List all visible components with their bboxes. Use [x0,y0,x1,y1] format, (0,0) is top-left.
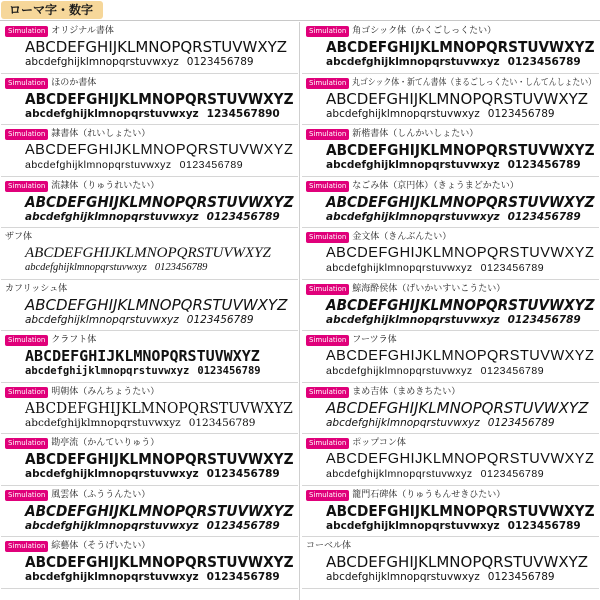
simulation-badge: Simulation [306,387,349,398]
font-title-row [306,284,505,295]
uppercase-sample: ABCDEFGHIJKLMNOPQRSTUVWXYZ [326,141,595,159]
lowercase-digit-row [25,571,280,583]
lowercase-sample: abcdefghijklmnopqrstuvwxyz [326,159,500,171]
lowercase-digit-row [326,314,581,326]
font-name: ザフ体 [5,232,33,242]
font-title-row [306,78,599,89]
digits-sample: 0123456789 [206,519,280,532]
font-title-row [5,541,150,552]
simulation-badge: Simulation [5,129,48,140]
simulation-badge: Simulation [306,490,349,501]
font-name: フーツラ体 [352,335,397,345]
font-name: 流隷体（りゅうれいたい） [51,180,160,191]
uppercase-sample: ABCDEFGHIJKLMNOPQRSTUVWXYZ [326,553,589,571]
font-title-row [5,129,150,140]
lowercase-sample: abcdefghijklmnopqrstuvwxyz [25,365,190,377]
lowercase-digit-row [25,520,280,532]
font-name: クラフト体 [51,335,97,345]
simulation-badge: Simulation [306,232,349,243]
uppercase-sample: ABCDEFGHIJKLMNOPQRSTUVWXYZ [326,244,595,261]
lowercase-sample: abcdefghijklmnopqrstuvwxyz [25,56,179,68]
simulation-badge: Simulation [306,438,349,449]
font-list-left [1,22,298,589]
font-sample-cell [302,280,599,332]
simulation-badge: Simulation [5,335,48,346]
lowercase-digit-row [25,417,256,429]
lowercase-digit-row [326,417,555,429]
lowercase-digit-row [25,262,207,274]
font-name: 風雲体（ふううんたい） [51,489,151,500]
simulation-badge: Simulation [306,129,349,140]
font-title-row [5,232,32,243]
digits-sample: 0123456789 [480,365,545,377]
font-title-row [5,490,150,501]
digits-sample: 0123456789 [480,262,545,274]
lowercase-sample: abcdefghijklmnopqrstuvwxyz [326,365,473,377]
font-name: 明朝体（みんちょうたい） [51,386,160,397]
font-title-row [306,26,496,37]
lowercase-digit-row [326,262,544,274]
lowercase-digit-row [25,365,261,377]
header-divider [0,20,600,21]
font-sample-cell [302,22,599,74]
section-header-tag [1,1,103,19]
simulation-badge: Simulation [306,284,349,295]
uppercase-sample: ABCDEFGHIJKLMNOPQRSTUVWXYZ [326,89,589,108]
digits-sample: 0123456789 [197,365,261,377]
lowercase-sample: abcdefghijklmnopqrstuvwxyz [25,107,199,120]
column-divider [299,22,300,600]
lowercase-digit-row [326,108,555,120]
simulation-badge: Simulation [5,541,48,552]
lowercase-sample: abcdefghijklmnopqrstuvwxyz [326,262,473,274]
lowercase-digit-row [25,56,254,68]
simulation-badge: Simulation [5,490,48,501]
font-sample-cell [1,125,298,177]
font-sample-cell [1,228,298,280]
lowercase-digit-row [326,56,581,68]
digits-sample: 0123456789 [507,519,581,532]
lowercase-sample: abcdefghijklmnopqrstuvwxyz [25,519,199,532]
digits-sample: 0123456789 [507,313,581,326]
uppercase-sample: ABCDEFGHIJKLMNOPQRSTUVWXYZ [25,398,293,417]
font-title-row [306,181,519,192]
lowercase-digit-row [326,468,544,480]
uppercase-sample: ABCDEFGHIJKLMNOPQRSTUVWXYZ [25,295,288,314]
section-header-label: ローマ字・数字 [9,3,94,17]
font-sample-cell [302,177,599,229]
font-title-row [306,490,505,501]
font-name: 隷書体（れいしょたい） [51,129,151,139]
font-sample-cell [1,537,298,589]
uppercase-sample: ABCDEFGHIJKLMNOPQRSTUVWXYZ [326,450,595,467]
font-sample-cell [1,22,298,74]
font-name: なごみ体（京円体）（きょうまどかたい） [352,180,519,191]
font-name: 鯨海酔侯体（げいかいすいこうたい） [352,283,506,294]
uppercase-sample: ABCDEFGHIJKLMNOPQRSTUVWXYZ [25,450,294,468]
font-title-row [5,438,159,449]
digits-sample: 0123456789 [206,571,280,583]
lowercase-digit-row [326,520,581,532]
lowercase-sample: abcdefghijklmnopqrstuvwxyz [25,262,147,273]
font-list-right [302,22,599,589]
digits-sample: 0123456789 [188,416,256,429]
lowercase-digit-row [25,159,243,171]
digits-sample: 0123456789 [154,262,208,273]
lowercase-sample: abcdefghijklmnopqrstuvwxyz [326,416,480,429]
font-name: 勘亭流（かんていりゅう） [51,438,160,448]
font-sample-cell [1,331,298,383]
lowercase-sample: abcdefghijklmnopqrstuvwxyz [326,210,500,223]
digits-sample: 1234567890 [206,107,280,120]
lowercase-sample: abcdefghijklmnopqrstuvwxyz [25,468,199,480]
font-title-row [306,541,351,552]
uppercase-sample: ABCDEFGHIJKLMNOPQRSTUVWXYZ [326,347,595,364]
lowercase-digit-row [25,468,280,480]
font-sample-cell [302,125,599,177]
uppercase-sample: ABCDEFGHIJKLMNOPQRSTUVWXYZ [326,38,595,56]
font-sample-cell [1,74,298,126]
lowercase-sample: abcdefghijklmnopqrstuvwxyz [25,313,179,326]
font-title-row [5,335,96,346]
digits-sample: 0123456789 [487,571,555,583]
digits-sample: 0123456789 [186,313,254,326]
font-name: 籠門石碑体（りゅうもんせきひたい） [352,489,506,500]
digits-sample: 0123456789 [480,468,545,480]
digits-sample: 0123456789 [507,210,581,223]
simulation-badge: Simulation [306,181,349,192]
font-sample-cell [302,434,599,486]
digits-sample: 0123456789 [206,468,280,480]
font-sample-cell [302,228,599,280]
simulation-badge: Simulation [5,26,48,37]
font-name: 新楷書体（しんかいしょたい） [352,129,479,139]
lowercase-digit-row [25,314,254,326]
digits-sample: 0123456789 [487,107,555,120]
font-name: ほのか書体 [51,77,97,88]
digits-sample: 0123456789 [186,56,254,68]
uppercase-sample: ABCDEFGHIJKLMNOPQRSTUVWXYZ [326,398,589,417]
simulation-badge: Simulation [5,387,48,398]
uppercase-sample: ABCDEFGHIJKLMNOPQRSTUVWXYZ [326,501,595,520]
lowercase-digit-row [326,159,581,171]
lowercase-sample: abcdefghijklmnopqrstuvwxyz [326,468,473,480]
font-name: オリジナル書体 [51,26,114,36]
font-sample-cell [1,280,298,332]
lowercase-sample: abcdefghijklmnopqrstuvwxyz [326,56,500,68]
font-title-row [306,438,406,449]
font-title-row [306,387,460,398]
font-name: 金文体（きんぶんたい） [352,232,452,242]
uppercase-sample: ABCDEFGHIJKLMNOPQRSTUVWXYZ [25,347,260,365]
uppercase-sample: ABCDEFGHIJKLMNOPQRSTUVWXYZ [25,245,271,261]
font-title-row [5,26,114,37]
font-name: 丸ゴシック体・新てん書体（まるごしっくたい・しんてんしょたい） [352,77,597,88]
lowercase-sample: abcdefghijklmnopqrstuvwxyz [326,107,480,120]
digits-sample: 0123456789 [179,159,244,171]
uppercase-sample: ABCDEFGHIJKLMNOPQRSTUVWXYZ [25,192,294,211]
font-title-row [5,181,159,192]
digits-sample: 0123456789 [507,159,581,171]
font-sample-cell [302,331,599,383]
lowercase-sample: abcdefghijklmnopqrstuvwxyz [326,571,480,583]
font-sample-cell [302,383,599,435]
font-title-row [5,78,96,89]
lowercase-digit-row [25,108,280,120]
uppercase-sample: ABCDEFGHIJKLMNOPQRSTUVWXYZ [25,501,294,520]
font-sample-cell [1,434,298,486]
lowercase-sample: abcdefghijklmnopqrstuvwxyz [25,210,199,223]
font-title-row [5,284,67,295]
uppercase-sample: ABCDEFGHIJKLMNOPQRSTUVWXYZ [326,192,595,211]
font-title-row [306,232,451,243]
font-name: カフリッシュ体 [5,283,68,294]
font-sample-cell [302,537,599,589]
uppercase-sample: ABCDEFGHIJKLMNOPQRSTUVWXYZ [25,141,294,158]
font-sample-cell [1,486,298,538]
uppercase-sample: ABCDEFGHIJKLMNOPQRSTUVWXYZ [25,38,288,56]
font-name: コーベル体 [306,541,352,551]
lowercase-sample: abcdefghijklmnopqrstuvwxyz [326,313,500,326]
font-sample-cell [1,177,298,229]
uppercase-sample: ABCDEFGHIJKLMNOPQRSTUVWXYZ [25,553,294,571]
lowercase-digit-row [326,211,581,223]
simulation-badge: Simulation [306,26,349,37]
lowercase-sample: abcdefghijklmnopqrstuvwxyz [25,571,199,583]
font-sample-cell [302,74,599,126]
simulation-badge: Simulation [5,78,48,89]
font-title-row [5,387,159,398]
lowercase-digit-row [326,365,544,377]
font-sample-cell [302,486,599,538]
uppercase-sample: ABCDEFGHIJKLMNOPQRSTUVWXYZ [326,295,595,314]
font-name: まめ吉体（まめきちたい） [352,386,461,397]
lowercase-sample: abcdefghijklmnopqrstuvwxyz [25,416,181,429]
digits-sample: 0123456789 [206,210,280,223]
digits-sample: 0123456789 [487,416,555,429]
simulation-badge: Simulation [306,335,349,346]
lowercase-sample: abcdefghijklmnopqrstuvwxyz [326,519,500,532]
digits-sample: 0123456789 [507,56,581,68]
lowercase-digit-row [326,571,555,583]
lowercase-sample: abcdefghijklmnopqrstuvwxyz [25,159,172,171]
lowercase-digit-row [25,211,280,223]
uppercase-sample: ABCDEFGHIJKLMNOPQRSTUVWXYZ [25,89,294,108]
font-name: 綜藝体（そうげいたい） [51,541,151,551]
font-title-row [306,335,397,346]
font-name: 角ゴシック体（かくごしっくたい） [352,26,497,36]
simulation-badge: Simulation [5,181,48,192]
simulation-badge: Simulation [5,438,48,449]
font-title-row [306,129,478,140]
font-name: ポップコン体 [352,438,406,448]
font-sample-cell [1,383,298,435]
simulation-badge: Simulation [306,78,349,89]
